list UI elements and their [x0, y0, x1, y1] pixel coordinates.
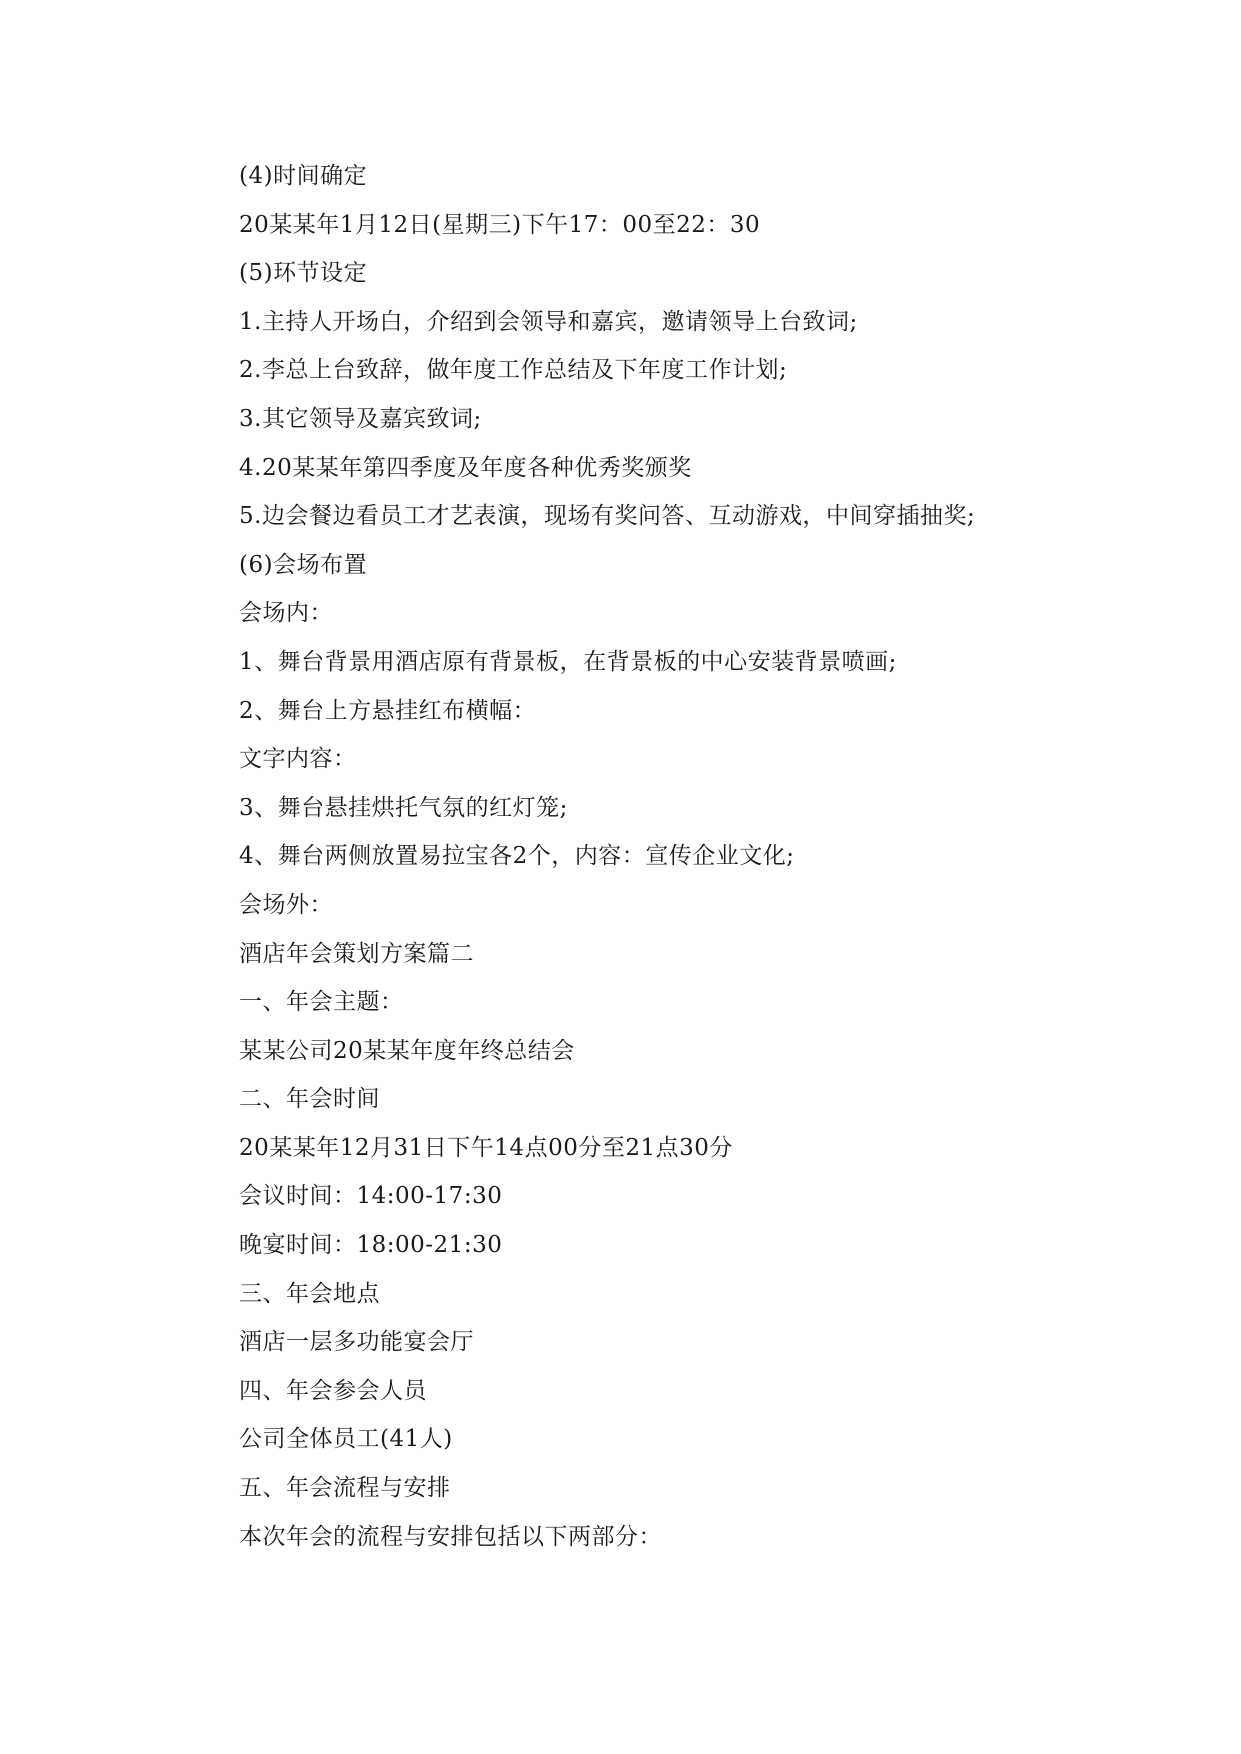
heading-attendees: 四、年会参会人员 — [239, 1377, 427, 1404]
agenda-item-1: 1.主持人开场白，介绍到会领导和嘉宾，邀请领导上台致词; — [239, 308, 858, 335]
agenda-item-2: 2.李总上台致辞，做年度工作总结及下年度工作计划; — [239, 357, 788, 384]
plan-two-title: 酒店年会策划方案篇二 — [239, 940, 474, 967]
venue-inside-label: 会场内： — [239, 600, 333, 627]
location-text: 酒店一层多功能宴会厅 — [239, 1329, 474, 1356]
section-heading-time: (4)时间确定 — [239, 163, 368, 189]
venue-item-1: 1、舞台背景用酒店原有背景板，在背景板的中心安装背景喷画; — [239, 648, 897, 675]
process-intro: 本次年会的流程与安排包括以下两部分： — [239, 1523, 662, 1550]
document-body — [239, 155, 1139, 1564]
venue-item-4: 4、舞台两侧放置易拉宝各2个，内容：宣传企业文化; — [239, 843, 795, 870]
heading-theme: 一、年会主题： — [239, 989, 404, 1016]
attendees-text: 公司全体员工(41人) — [239, 1426, 453, 1453]
section-heading-venue-setup: (6)会场布置 — [239, 551, 368, 578]
heading-location: 三、年会地点 — [239, 1280, 380, 1307]
dinner-time: 晚宴时间：18:00-21:30 — [239, 1232, 503, 1259]
agenda-item-5: 5.边会餐边看员工才艺表演，现场有奖问答、互动游戏，中间穿插抽奖; — [239, 503, 976, 530]
meeting-time: 会议时间：14:00-17:30 — [239, 1183, 503, 1210]
event-datetime: 20某某年1月12日(星期三)下午17：00至22：30 — [239, 211, 761, 238]
venue-item-3: 3、舞台悬挂烘托气氛的红灯笼; — [239, 794, 568, 821]
section-heading-agenda: (5)环节设定 — [239, 260, 368, 287]
agenda-item-3: 3.其它领导及嘉宾致词; — [239, 405, 482, 432]
heading-process: 五、年会流程与安排 — [239, 1475, 451, 1502]
theme-text: 某某公司20某某年度年终总结会 — [239, 1037, 575, 1064]
heading-time: 二、年会时间 — [239, 1086, 380, 1113]
venue-outside-label: 会场外： — [239, 891, 333, 918]
venue-item-2: 2、舞台上方悬挂红布横幅： — [239, 697, 537, 724]
agenda-item-4: 4.20某某年第四季度及年度各种优秀奖颁奖 — [239, 454, 692, 481]
time-text: 20某某年12月31日下午14点00分至21点30分 — [239, 1134, 733, 1161]
banner-text-label: 文字内容： — [239, 746, 357, 773]
